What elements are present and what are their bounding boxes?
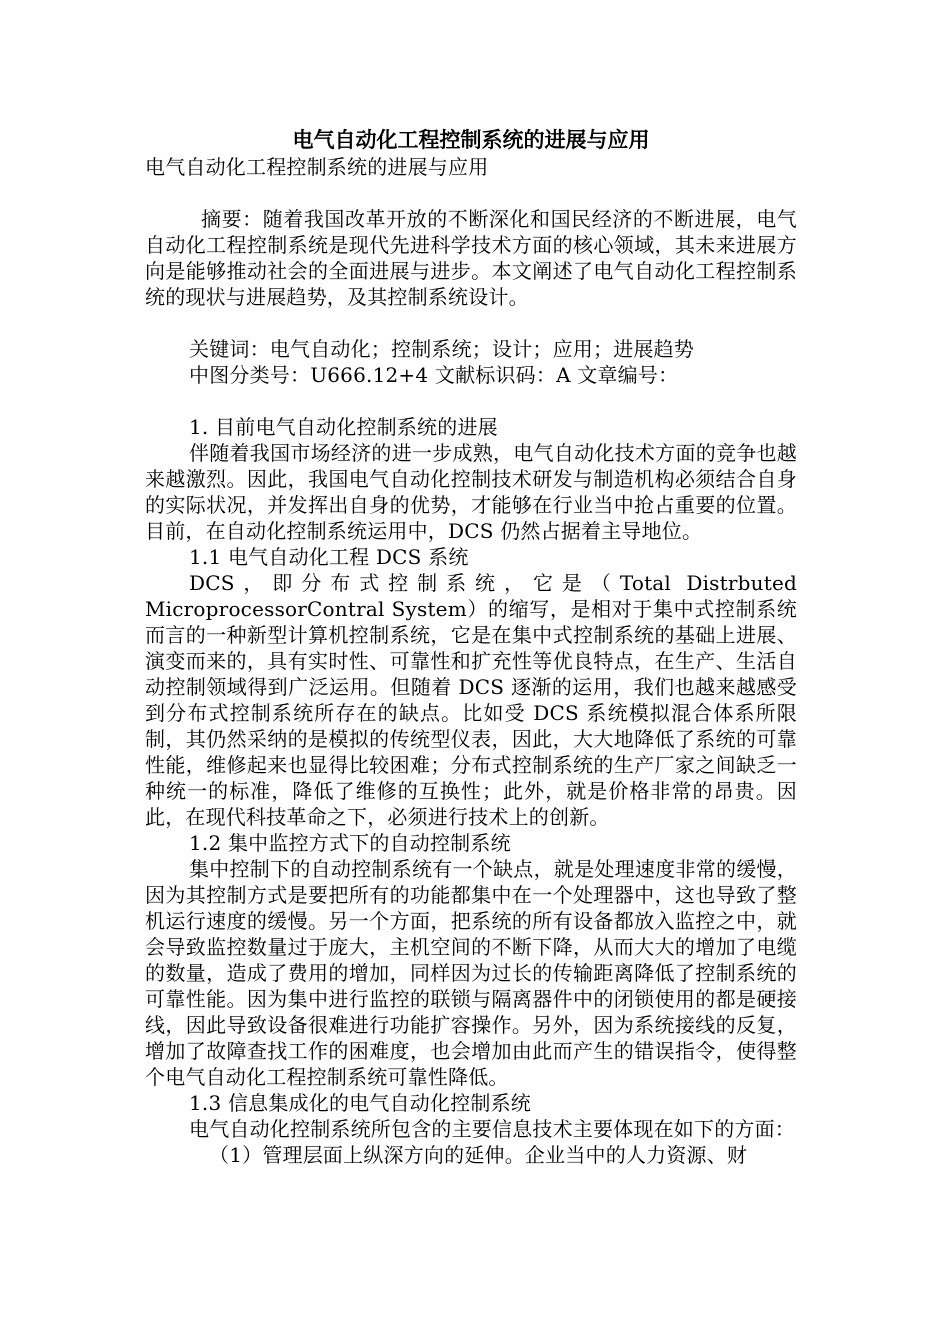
section-1-heading: 1. 目前电气自动化控制系统的进展 [189,415,498,439]
document-subtitle: 电气自动化工程控制系统的进展与应用 [145,155,489,179]
section-1-body: 伴随着我国市场经济的进一步成熟，电气自动化技术方面的竞争也越来越激烈。因此，我国电气自动化控制技术研发与制造机构必须结合自身的实际状况，并发挥出自身的优势，才能够在行业当中抢占重要的位置。目前，在自动化控制系统运用中，DCS 仍然占据着主导地位。 [145,441,797,543]
section-1-3-list-item: （1）管理层面上纵深方向的延伸。企业当中的人力资源、财 [209,1143,748,1167]
section-1-3-body: 电气自动化控制系统所包含的主要信息技术主要体现在如下的方面： [189,1117,795,1141]
spacer [145,310,797,336]
section-1-2-body: 集中控制下的自动控制系统有一个缺点，就是处理速度非常的缓慢，因为其控制方式是要把所有的功能都集中在一个处理器中，这也导致了整机运行速度的缓慢。另一个方面，把系统的所有设备都放入监控之中，就会导致监控数量过于庞大，主机空间的不断下降，从而大大的增加了电缆的数量，造成了费用的增加，同样因为过长的传输距离降低了控制系统的可靠性能。因为集中进行监控的联锁与隔离器件中的闭锁使用的都是硬接线，因此导致设备很难进行功能扩容操作。另外，因为系统接线的反复，增加了故障查找工作的困难度，也会增加由此而产生的错误指令，使得整个电气自动化工程控制系统可靠性降低。 [145,857,797,1089]
classification-line: 中图分类号：U666.12+4 文献标识码：A 文章编号： [189,363,679,387]
section-1-1-heading: 1.1 电气自动化工程 DCS 系统 [189,545,469,569]
section-1-2-heading: 1.2 集中监控方式下的自动控制系统 [189,831,511,855]
document-title: 电气自动化工程控制系统的进展与应用 [292,128,650,152]
document-page [145,126,797,1168]
section-1-3-heading: 1.3 信息集成化的电气自动化控制系统 [189,1091,531,1115]
abstract-paragraph: 摘要：随着我国改革开放的不断深化和国民经济的不断进展，电气自动化工程控制系统是现代先进科学技术方面的核心领域，其未来进展方向是能够推动社会的全面进展与进步。本文阐述了电气自动化工程控制系统的现状与进展趋势，及其控制系统设计。 [145,207,797,309]
spacer [145,180,797,206]
spacer [145,388,797,414]
section-1-1-body: DCS，即分布式控制系统，它是（Total Distrbuted MicroprocessorContral System）的缩写，是相对于集中式控制系统而言的一种新型计算机控制系统，它是在集中式控制系统的基础上进展、演变而来的，具有实时性、可靠性和扩充性等优良特点，在生产、生活自动控制领域得到广泛运用。但随着 DCS 逐渐的运用，我们也越来越感受到分布式控制系统所存在的缺点。比如受 DCS 系统模拟混合体系所限制，其仍然采纳的是模拟的传统型仪表，因此，大大地降低了系统的可靠性能，维修起来也显得比较困难；分布式控制系统的生产厂家之间缺乏一种统一的标准，降低了维修的互换性；此外，就是价格非常的昂贵。因此，在现代科技革命之下，必须进行技术上的创新。 [145,571,797,829]
keywords-line: 关键词：电气自动化；控制系统；设计；应用；进展趋势 [189,337,694,361]
